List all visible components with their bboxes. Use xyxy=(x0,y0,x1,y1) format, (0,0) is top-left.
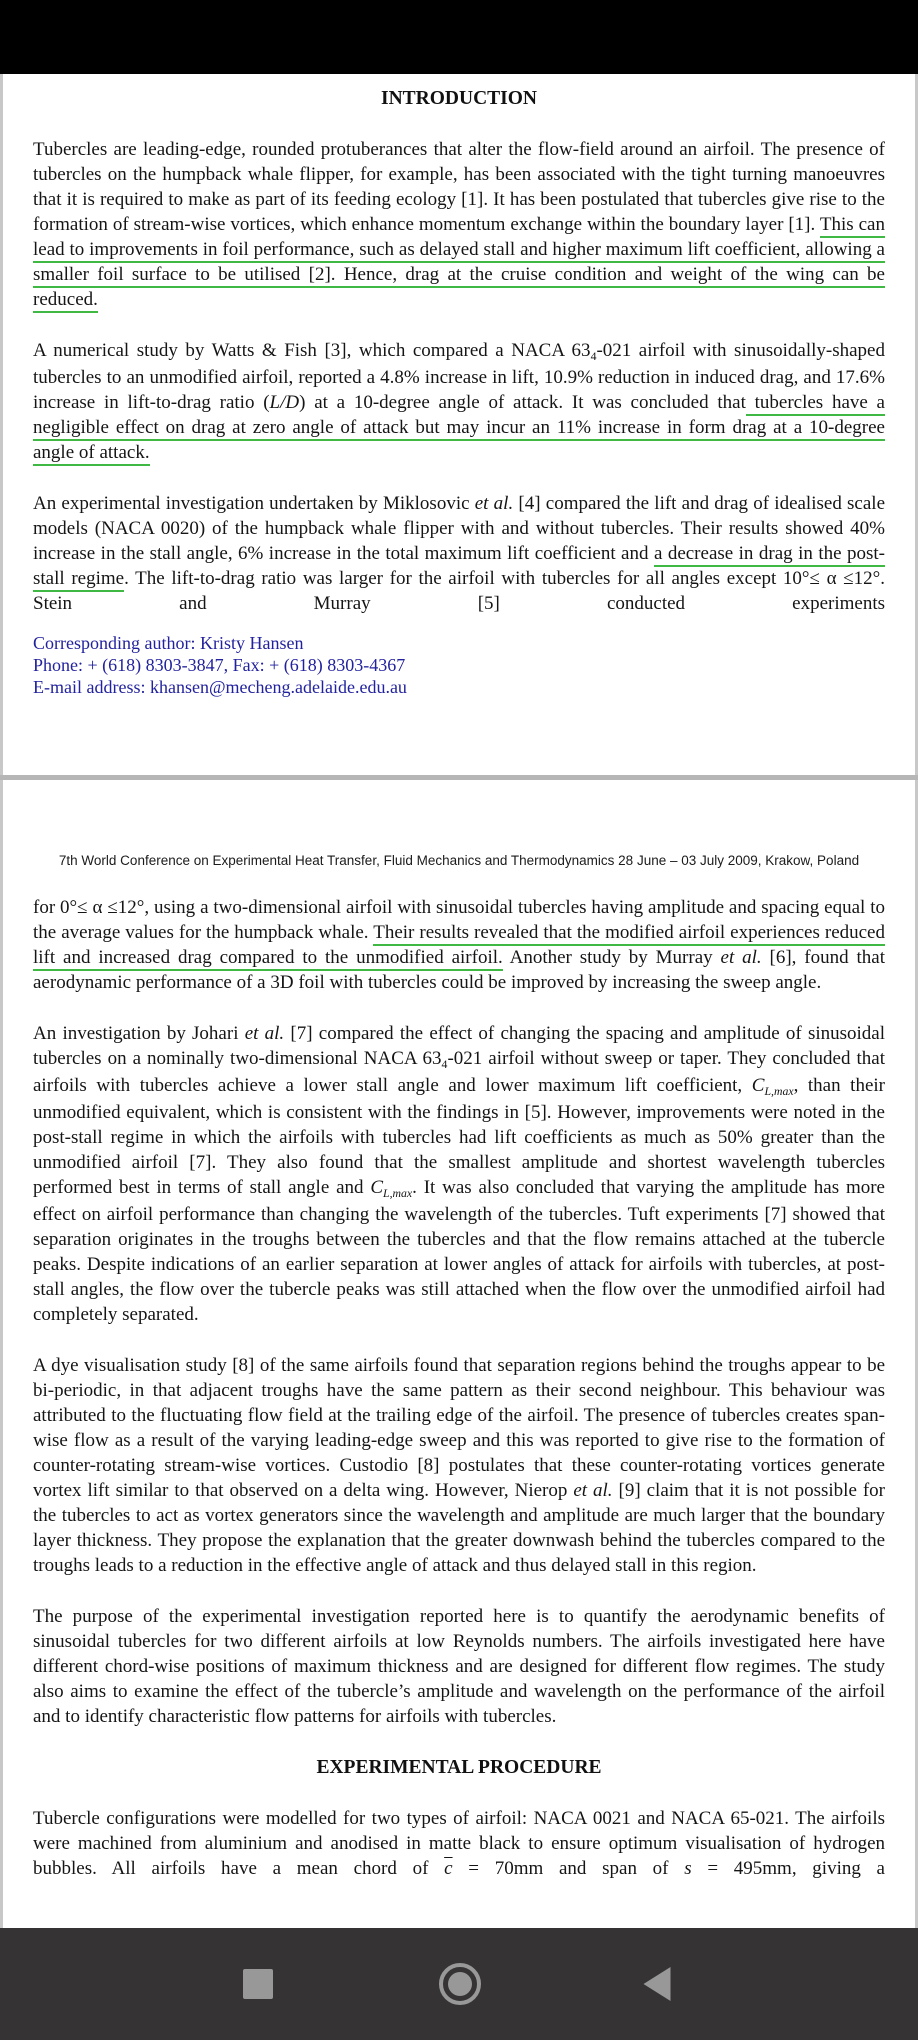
text-segment: An experimental investigation undertaken by Miklosovic xyxy=(33,493,475,514)
text-segment: -021 airfoil without sweep or taper. They concluded that airfoils with tubercles achieve a lower stall angle and lower maximum lift coefficient, xyxy=(33,1048,885,1096)
status-bar xyxy=(0,0,918,74)
text-segment: $\overline{c}$ xyxy=(444,1858,453,1879)
running-header-conference: 7th World Conference on Experimental Heat Transfer, Fluid Mechanics and Thermodynamics 28 June – 03 July 2009, Krakow, Poland xyxy=(58,853,860,868)
text-segment: L/D xyxy=(269,392,300,413)
text-segment: A numerical study by Watts & Fish [3], which compared a NACA 63 xyxy=(33,340,591,361)
home-circle-inner-dot xyxy=(448,1972,472,1996)
text-segment: [7] compared the effect of changing the spacing and amplitude of sinusoidal tubercles on a nominally two-dimensional NACA 63 xyxy=(33,1023,886,1069)
text-segment: . It was also concluded that varying the amplitude has more effect on airfoil performance than changing the wavelength of the tubercles. Tuft experiments [7] showed that separation originates in the troughs between the tubercles and that the flow remains attached at the tubercle peaks. Despite indications of an earlier separation at lower angles of attack for airfoils with tubercles, at post-stall angles, the flow over the tubercle peaks was still attached when the flow over the unmodified airfoil had completely separated. xyxy=(33,1177,885,1325)
text-segment: a decrease in drag in the post-stall regime xyxy=(33,543,885,592)
footnote-block xyxy=(33,632,885,698)
paragraph-dye-visualisation xyxy=(33,1353,885,1578)
section-heading-introduction: INTRODUCTION xyxy=(380,88,538,109)
text-segment: [9] claim that it is not possible for the tubercles to act as vortex generators since the wavelength and amplitude are much larger that the boundary layer thickness. They propose the explanation that the greater downwash behind the tubercles compared to the troughs leads to a reduction in the effective angle of attack and thus delayed stall in this region. xyxy=(33,1480,885,1576)
text-segment: Another study by Murray xyxy=(502,947,721,968)
back-button[interactable] xyxy=(638,1961,677,2007)
text-segment: s xyxy=(684,1858,692,1879)
text-segment: An investigation by Johari xyxy=(33,1023,245,1044)
text-segment: L,max xyxy=(383,1186,413,1200)
text-segment: 4 xyxy=(590,349,597,363)
pdf-page-2 xyxy=(0,780,918,1928)
text-segment: et al. xyxy=(573,1480,613,1501)
paragraph-tubercle-configurations xyxy=(33,1806,885,1881)
footnote-phone-fax: Phone: + (618) 8303-3847, Fax: + (618) 8303-4367 xyxy=(33,655,406,675)
text-segment: for 0°≤ α ≤12°, using a two-dimensional airfoil with sinusoidal tubercles having amplitude and spacing equal to the average values for the humpback whale. xyxy=(33,897,885,943)
text-segment: , than their unmodified equivalent, which is consistent with the findings in [5]. However, improvements were noted in the post-stall regime in which the airfoils with tubercles had lift coefficients as much as 50% greater than the unmodified airfoil [7]. They also found that the smallest amplitude and shortest wavelength tubercles performed best in terms of stall angle and xyxy=(33,1075,886,1198)
paragraph-purpose xyxy=(33,1604,885,1729)
text-segment: C xyxy=(751,1075,765,1096)
text-segment: ) at a 10-degree angle of attack. It was concluded that xyxy=(299,392,746,413)
text-segment: Their results revealed that the modified airfoil experiences reduced lift and increased drag compared to the unmodified airfoil. xyxy=(33,922,885,971)
text-segment: et al. xyxy=(244,1023,285,1044)
text-segment: et al. xyxy=(720,947,762,968)
home-button[interactable] xyxy=(433,1957,487,2011)
text-segment: et al. xyxy=(474,493,514,514)
android-nav-bar xyxy=(0,1928,918,2040)
pdf-page-1 xyxy=(0,74,918,775)
text-segment: 4 xyxy=(441,1057,448,1071)
back-triangle-icon xyxy=(644,1967,671,2001)
paragraph-johari xyxy=(33,1021,885,1327)
text-segment: -021 airfoil with sinusoidally-shaped tubercles to an unmodified airfoil, reported a 4.8% increase in lift, 10.9% reduction in induced drag, and 17.6% increase in lift-to-drag ratio ( xyxy=(33,340,885,413)
home-circle-icon xyxy=(439,1963,481,2005)
paragraph-tubercles-intro xyxy=(33,137,885,312)
text-segment: L,max xyxy=(764,1084,794,1098)
footnote-corresponding-author: Corresponding author: Kristy Hansen xyxy=(33,633,304,653)
text-segment: Tubercle configurations were modelled for two types of airfoil: NACA 0021 and NACA 65-021. The airfoils were machined from aluminium and anodised in matte black to ensure optimum visualisation of hydrogen bubbles. All airfoils have a mean chord of xyxy=(33,1808,885,1879)
footnote-email: E-mail address: khansen@mecheng.adelaide.edu.au xyxy=(33,677,407,697)
paragraph-miklosovic xyxy=(33,491,885,616)
pdf-viewer[interactable] xyxy=(0,74,918,1928)
paragraph-watts-fish xyxy=(33,338,885,465)
recents-square-icon xyxy=(243,1969,273,1999)
text-segment: A dye visualisation study [8] of the same airfoils found that separation regions behind the troughs appear to be bi-periodic, in that adjacent troughs have the same pattern as their second neighbour. This behaviour was attributed to the fluctuating flow field at the trailing edge of the airfoil. The presence of tubercles creates span-wise flow as a result of the varying leading-edge sweep and this was reported to give rise to the formation of counter-rotating stream-wise vortices. Custodio [8] postulates that these counter-rotating vortices generate vortex lift similar to that observed on a delta wing. However, Nierop xyxy=(33,1355,885,1501)
text-segment: [6], found that aerodynamic performance of a 3D foil with tubercles could be improved by increasing the sweep angle. xyxy=(33,947,885,993)
text-segment: = 495mm, giving a xyxy=(691,1858,885,1879)
text-segment: C xyxy=(370,1177,384,1198)
section-heading-experimental-procedure: EXPERIMENTAL PROCEDURE xyxy=(316,1757,602,1778)
text-segment: . The lift-to-drag ratio was larger for the airfoil with tubercles for all angles except 10°≤ α ≤12°. Stein and Murray [5] conducted experiments xyxy=(33,568,885,614)
text-segment: Tubercles are leading-edge, rounded protuberances that alter the flow-field around an airfoil. The presence of tubercles on the humpback whale flipper, for example, has been associated with the tight turning manoeuvres that it is required to make as part of its feeding ecology [1]. It has been postulated that tubercles give rise to the formation of stream-wise vortices, which enhance momentum exchange within the boundary layer [1]. xyxy=(33,139,885,235)
paragraph-stein-murray-continued xyxy=(33,895,885,995)
text-segment: The purpose of the experimental investigation reported here is to quantify the aerodynamic benefits of sinusoidal tubercles for two different airfoils at low Reynolds numbers. The airfoils investigated here have different chord-wise positions of maximum thickness and are designed for different flow regimes. The study also aims to examine the effect of the tubercle’s amplitude and wavelength on the performance of the airfoil and to identify characteristic flow patterns for airfoils with tubercles. xyxy=(33,1606,885,1727)
text-segment: = 70mm and span of xyxy=(452,1858,685,1879)
text-segment: tubercles have a negligible effect on drag at zero angle of attack but may incur an 11% increase in form drag at a 10-degree angle of attack. xyxy=(33,392,885,466)
recents-button[interactable] xyxy=(237,1963,279,2005)
text-segment: [4] compared the lift and drag of idealised scale models (NACA 0020) of the humpback whale flipper with and without tubercles. Their results showed 40% increase in the stall angle, 6% increase in the total maximum lift coefficient and xyxy=(33,493,885,564)
text-segment: This can lead to improvements in foil performance, such as delayed stall and higher maximum lift coefficient, allowing a smaller foil surface to be utilised [2]. Hence, drag at the cruise condition and weight of the wing can be reduced. xyxy=(33,214,885,313)
